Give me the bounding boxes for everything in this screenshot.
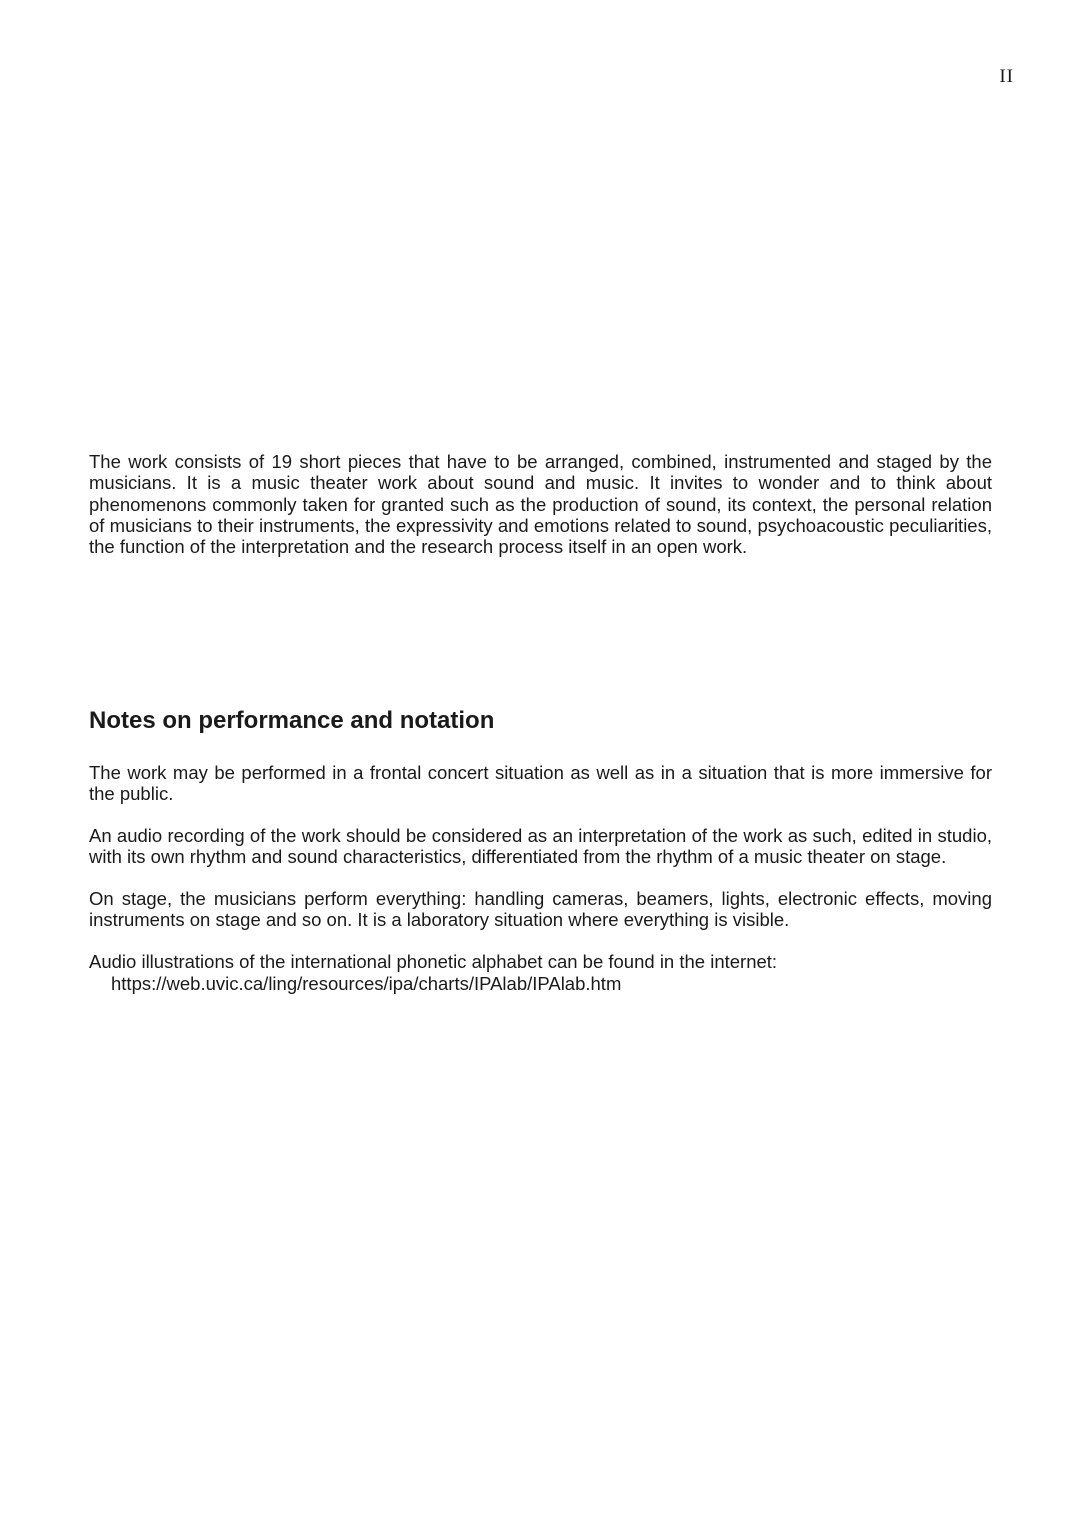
intro-paragraph: The work consists of 19 short pieces that have to be arranged, combined, instrumented and staged by the musicians. It is a music theater work about sound and music. It invites to wonder and to think about phenomenons commonly taken for granted such as the production of sound, its context, the personal relation of musicians to their instruments, the expressivity and emotions related to sound, psychoacoustic peculiarities, the function of the interpretation and the research process itself in an open work. (89, 451, 992, 558)
page-number: II (999, 66, 1014, 87)
notes-section (89, 762, 992, 994)
section-heading: Notes on performance and notation (89, 707, 495, 734)
notes-paragraph-recording: An audio recording of the work should be considered as an interpretation of the work as such, edited in studio, with its own rhythm and sound characteristics, differentiated from the rhythm of a music theater on stage. (89, 825, 992, 868)
audio-note-text: Audio illustrations of the international phonetic alphabet can be found in the internet: (89, 951, 778, 973)
notes-paragraph-audio (89, 951, 992, 994)
notes-paragraph-stage: On stage, the musicians perform everything: handling cameras, beamers, lights, electronic effects, moving instruments on stage and so on. It is a laboratory situation where everything is visible. (89, 888, 992, 931)
notes-paragraph-performance: The work may be performed in a frontal concert situation as well as in a situation that is more immersive for the public. (89, 762, 992, 805)
intro-section (89, 451, 992, 557)
ipa-link[interactable]: https://web.uvic.ca/ling/resources/ipa/charts/IPAlab/IPAlab.htm (111, 972, 622, 994)
